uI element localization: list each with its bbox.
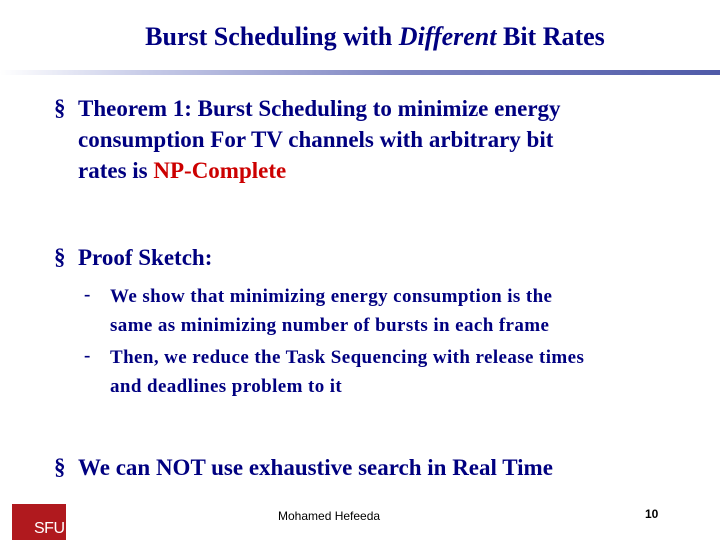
proof-sketch-heading: Proof Sketch: bbox=[78, 245, 213, 270]
logo-text: SFU bbox=[34, 520, 65, 537]
subitem-1-line-1: We show that minimizing energy consumption is the bbox=[110, 286, 553, 307]
subitem-dash-2: - bbox=[84, 345, 91, 366]
exhaustive-search-text: We can NOT use exhaustive search in Real Time bbox=[78, 455, 553, 480]
subitem-dash-1: - bbox=[84, 284, 91, 305]
theorem-line-3 bbox=[78, 155, 561, 186]
bullet-marker-2: § bbox=[54, 244, 66, 269]
title-italic-word: Different bbox=[398, 22, 497, 51]
bullet-marker-3: § bbox=[54, 454, 66, 479]
subitem-1-line-2: same as minimizing number of bursts in each frame bbox=[110, 315, 550, 336]
theorem-line-3-prefix: rates is bbox=[78, 158, 154, 183]
bullet-marker-1: § bbox=[54, 95, 66, 120]
subitem-2-line-1: Then, we reduce the Task Sequencing with release times bbox=[110, 347, 585, 368]
subitem-2-text bbox=[110, 343, 584, 401]
theorem-line-2: consumption For TV channels with arbitrary bit bbox=[78, 127, 554, 152]
theorem-text bbox=[78, 93, 561, 186]
page-number: 10 bbox=[645, 507, 659, 521]
subitem-2-line-2: and deadlines problem to it bbox=[110, 376, 343, 397]
np-complete-highlight: NP-Complete bbox=[153, 158, 287, 183]
subitem-1-text bbox=[110, 282, 552, 340]
title-text-part2: Bit Rates bbox=[496, 22, 605, 51]
theorem-line-1: Theorem 1: Burst Scheduling to minimize energy bbox=[78, 96, 561, 121]
title-divider bbox=[0, 70, 720, 75]
sfu-logo bbox=[12, 504, 66, 540]
title-text-part1: Burst Scheduling with bbox=[145, 22, 399, 51]
slide-title bbox=[0, 22, 720, 52]
footer-author: Mohamed Hefeeda bbox=[278, 509, 381, 523]
